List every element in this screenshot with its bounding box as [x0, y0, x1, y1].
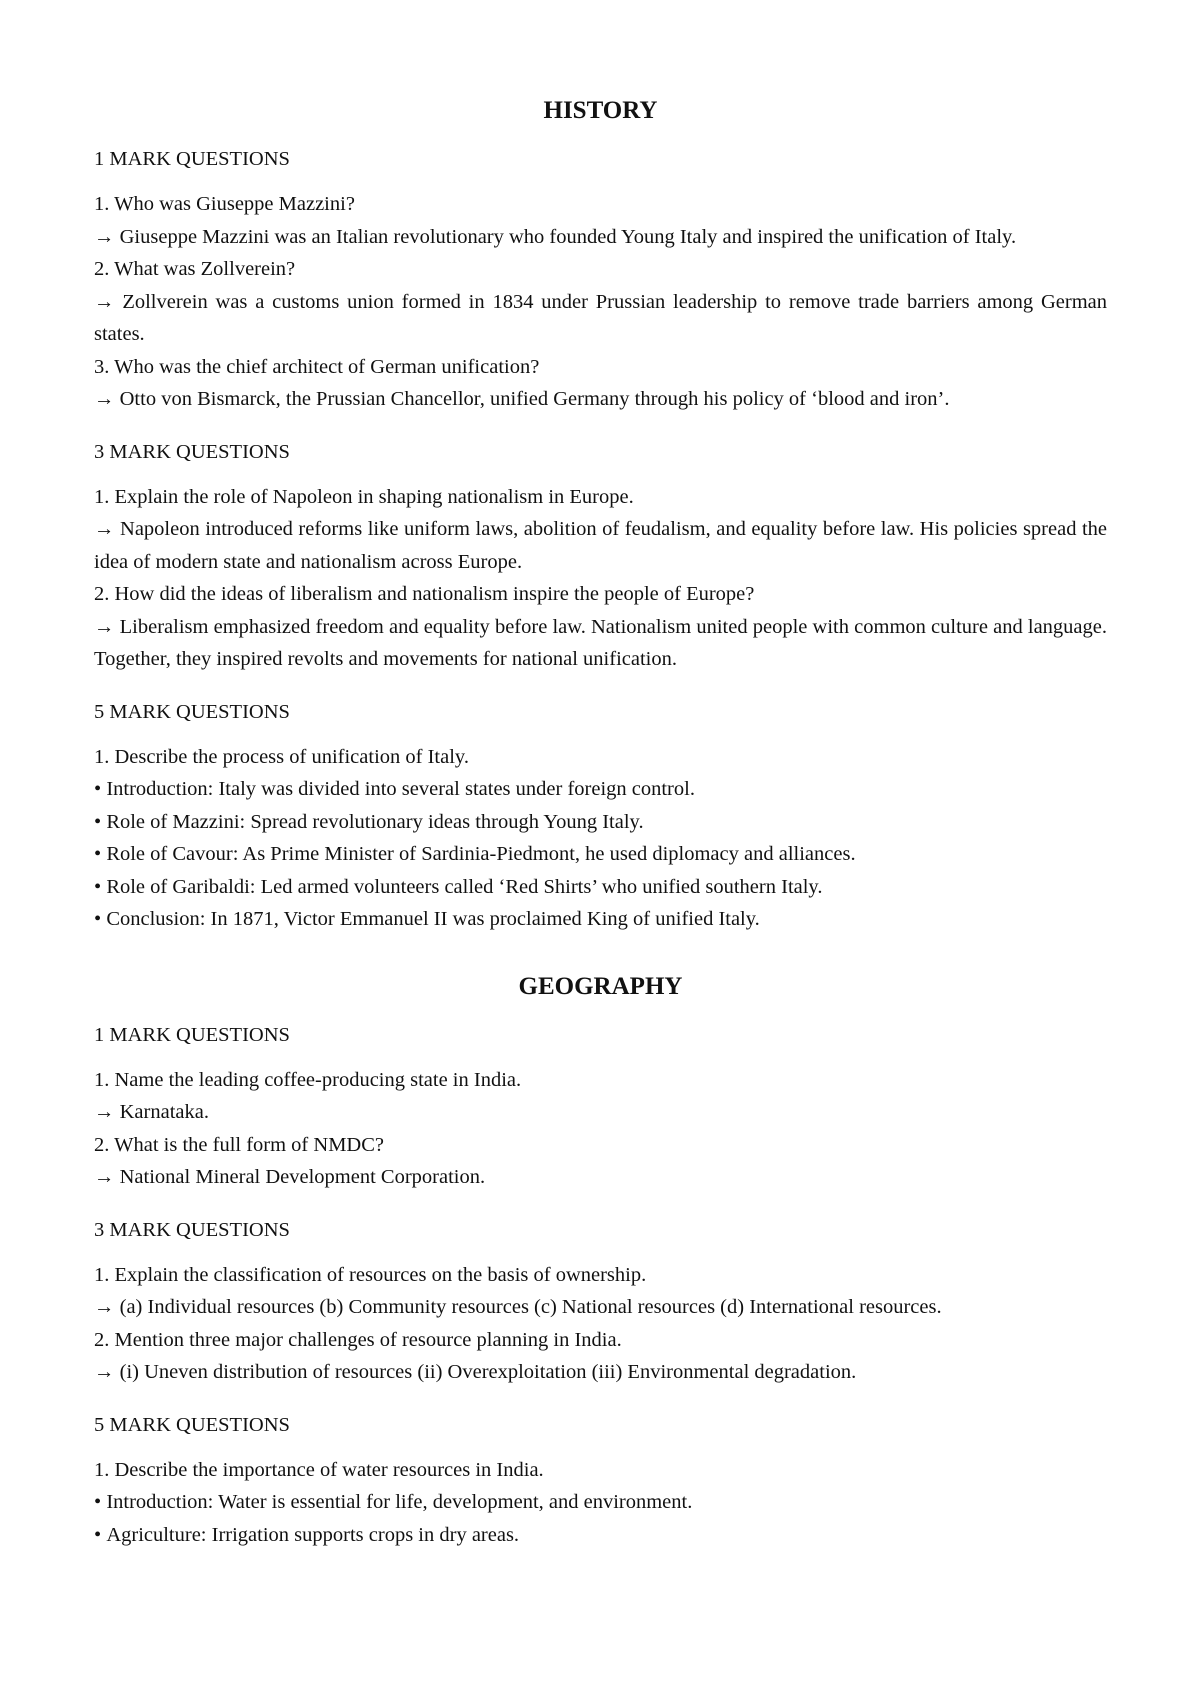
- history-5-mark-section: [94, 697, 1107, 936]
- section-heading: 1 MARK QUESTIONS: [94, 148, 290, 170]
- section-heading: 5 MARK QUESTIONS: [94, 700, 290, 723]
- bullet-point: • Introduction: Italy was divided into several states under foreign control.: [94, 773, 1107, 806]
- question: 1. Describe the process of unification of Italy.: [94, 745, 469, 768]
- answer: → (i) Uneven distribution of resources (ii) Overexploitation (iii) Environmental degradation.: [94, 1356, 1107, 1389]
- section-heading: 5 MARK QUESTIONS: [94, 1413, 290, 1436]
- question: 1. Explain the role of Napoleon in shaping nationalism in Europe.: [94, 485, 634, 508]
- bullet-point: • Role of Cavour: As Prime Minister of Sardinia-Piedmont, he used diplomacy and alliances.: [94, 838, 1107, 871]
- section-heading: 3 MARK QUESTIONS: [94, 1218, 290, 1241]
- geography-title: GEOGRAPHY: [518, 972, 683, 1000]
- question: 1. Name the leading coffee-producing state in India.: [94, 1068, 522, 1091]
- answer: → Napoleon introduced reforms like uniform laws, abolition of feudalism, and equality before law. His policies spread the idea of modern state and nationalism across Europe.: [94, 513, 1107, 578]
- question: 2. Mention three major challenges of resource planning in India.: [94, 1328, 622, 1351]
- answer: → Liberalism emphasized freedom and equality before law. Nationalism united people with common culture and language. Together, they inspired revolts and movements for national unification.: [94, 611, 1107, 676]
- question: 2. What is the full form of NMDC?: [94, 1133, 384, 1156]
- question: 1. Explain the classification of resources on the basis of ownership.: [94, 1263, 647, 1286]
- section-heading: 1 MARK QUESTIONS: [94, 1023, 290, 1046]
- history-title: HISTORY: [543, 97, 658, 124]
- geography-1-mark-section: [94, 1020, 1107, 1194]
- answer: → Karnataka.: [94, 1096, 1107, 1129]
- question: 3. Who was the chief architect of German unification?: [94, 355, 540, 378]
- answer: → Zollverein was a customs union formed in 1834 under Prussian leadership to remove trade barriers among German states.: [94, 286, 1107, 351]
- bullet-point: • Role of Garibaldi: Led armed volunteers called ‘Red Shirts’ who unified southern Italy.: [94, 871, 1107, 904]
- bullet-point: • Role of Mazzini: Spread revolutionary ideas through Young Italy.: [94, 806, 1107, 839]
- bullet-point: • Agriculture: Irrigation supports crops in dry areas.: [94, 1519, 1107, 1552]
- bullet-point: • Conclusion: In 1871, Victor Emmanuel II was proclaimed King of unified Italy.: [94, 903, 1107, 936]
- history-1-mark-section: [94, 144, 1107, 416]
- answer: → National Mineral Development Corporation.: [94, 1161, 1107, 1194]
- answer: → (a) Individual resources (b) Community resources (c) National resources (d) International resources.: [94, 1291, 1107, 1324]
- question: 1. Describe the importance of water resources in India.: [94, 1458, 544, 1481]
- question: 2. How did the ideas of liberalism and nationalism inspire the people of Europe?: [94, 583, 755, 605]
- answer: → Otto von Bismarck, the Prussian Chancellor, unified Germany through his policy of ‘blood and iron’.: [94, 383, 1107, 416]
- geography-5-mark-section: [94, 1410, 1107, 1552]
- answer: → Giuseppe Mazzini was an Italian revolutionary who founded Young Italy and inspired the unification of Italy.: [94, 221, 1107, 254]
- question: 1. Who was Giuseppe Mazzini?: [94, 193, 355, 215]
- history-3-mark-section: [94, 437, 1107, 676]
- geography-3-mark-section: [94, 1215, 1107, 1389]
- bullet-point: • Introduction: Water is essential for life, development, and environment.: [94, 1486, 1107, 1519]
- question: 2. What was Zollverein?: [94, 258, 296, 280]
- section-heading: 3 MARK QUESTIONS: [94, 440, 290, 463]
